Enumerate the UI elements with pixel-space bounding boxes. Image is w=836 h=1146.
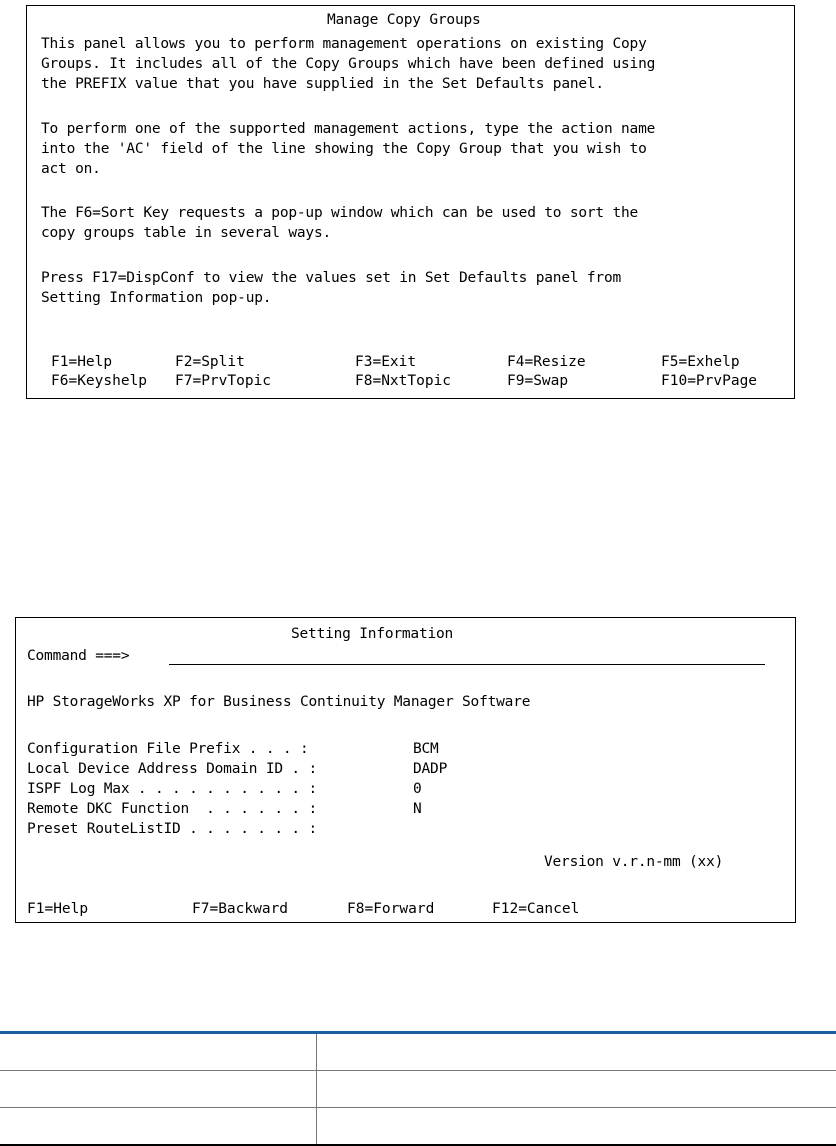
field-label-domain-id: Local Device Address Domain ID . :: [27, 759, 317, 779]
help-text-line: Groups. It includes all of the Copy Groups which have been defined using: [41, 54, 655, 74]
setting-information-panel: [15, 617, 796, 923]
manage-copy-groups-panel: [26, 5, 795, 399]
table-cell: [0, 1108, 317, 1146]
field-value-domain-id: DADP: [413, 759, 447, 779]
fkey-f7-prvtopic[interactable]: F7=PrvTopic: [175, 372, 355, 391]
empty-table: [0, 1031, 836, 1146]
fkey-f6-keyshelp[interactable]: F6=Keyshelp: [51, 372, 175, 391]
field-label-routelistid: Preset RouteListID . . . . . . . :: [27, 819, 317, 839]
fkey-f5-exhelp[interactable]: F5=Exhelp: [661, 353, 771, 372]
help-text-line: The F6=Sort Key requests a pop-up window which can be used to sort the: [41, 203, 638, 223]
fkey-f1-help[interactable]: F1=Help: [27, 900, 192, 919]
fkey-f12-cancel[interactable]: F12=Cancel: [492, 900, 612, 919]
help-text-line: into the 'AC' field of the line showing the Copy Group that you wish to: [41, 139, 647, 159]
fkey-f2-split[interactable]: F2=Split: [175, 353, 355, 372]
table-cell: [0, 1033, 317, 1071]
field-value-config-prefix: BCM: [413, 739, 439, 759]
panel-title: Manage Copy Groups: [327, 10, 481, 30]
field-label-remote-dkc: Remote DKC Function . . . . . . :: [27, 799, 317, 819]
fkey-f9-swap[interactable]: F9=Swap: [507, 372, 661, 391]
help-text-line: To perform one of the supported management actions, type the action name: [41, 119, 655, 139]
command-label: Command ===>: [27, 646, 129, 666]
fkey-f4-resize[interactable]: F4=Resize: [507, 353, 661, 372]
table-cell: [317, 1071, 836, 1108]
table-row: [0, 1071, 836, 1108]
table-row: [0, 1033, 836, 1071]
table-cell: [0, 1071, 317, 1108]
fkey-f3-exit[interactable]: F3=Exit: [355, 353, 507, 372]
command-input[interactable]: [169, 648, 765, 665]
fkey-f8-nxttopic[interactable]: F8=NxtTopic: [355, 372, 507, 391]
fkey-f8-forward[interactable]: F8=Forward: [347, 900, 492, 919]
help-text-line: Press F17=DispConf to view the values set in Set Defaults panel from: [41, 268, 621, 288]
version-text: Version v.r.n-mm (xx): [544, 852, 723, 872]
fkey-f10-prvpage[interactable]: F10=PrvPage: [661, 372, 771, 391]
table-cell: [317, 1108, 836, 1146]
table-cell: [317, 1033, 836, 1071]
fkey-f7-backward[interactable]: F7=Backward: [192, 900, 347, 919]
field-label-ispf-log-max: ISPF Log Max . . . . . . . . . . :: [27, 779, 317, 799]
help-text-line: Setting Information pop-up.: [41, 288, 271, 308]
fkey-f1-help[interactable]: F1=Help: [51, 353, 175, 372]
field-label-config-prefix: Configuration File Prefix . . . :: [27, 739, 308, 759]
help-text-line: This panel allows you to perform management operations on existing Copy: [41, 34, 647, 54]
panel-title: Setting Information: [291, 624, 453, 644]
field-value-ispf-log-max: 0: [413, 779, 422, 799]
help-text-line: the PREFIX value that you have supplied in the Set Defaults panel.: [41, 74, 604, 94]
product-name: HP StorageWorks XP for Business Continuity Manager Software: [27, 692, 530, 712]
table-row: [0, 1108, 836, 1146]
field-value-remote-dkc: N: [413, 799, 422, 819]
help-text-line: copy groups table in several ways.: [41, 223, 331, 243]
function-key-bar: [27, 900, 612, 919]
function-key-bar: [51, 353, 771, 391]
help-text-line: act on.: [41, 159, 101, 179]
